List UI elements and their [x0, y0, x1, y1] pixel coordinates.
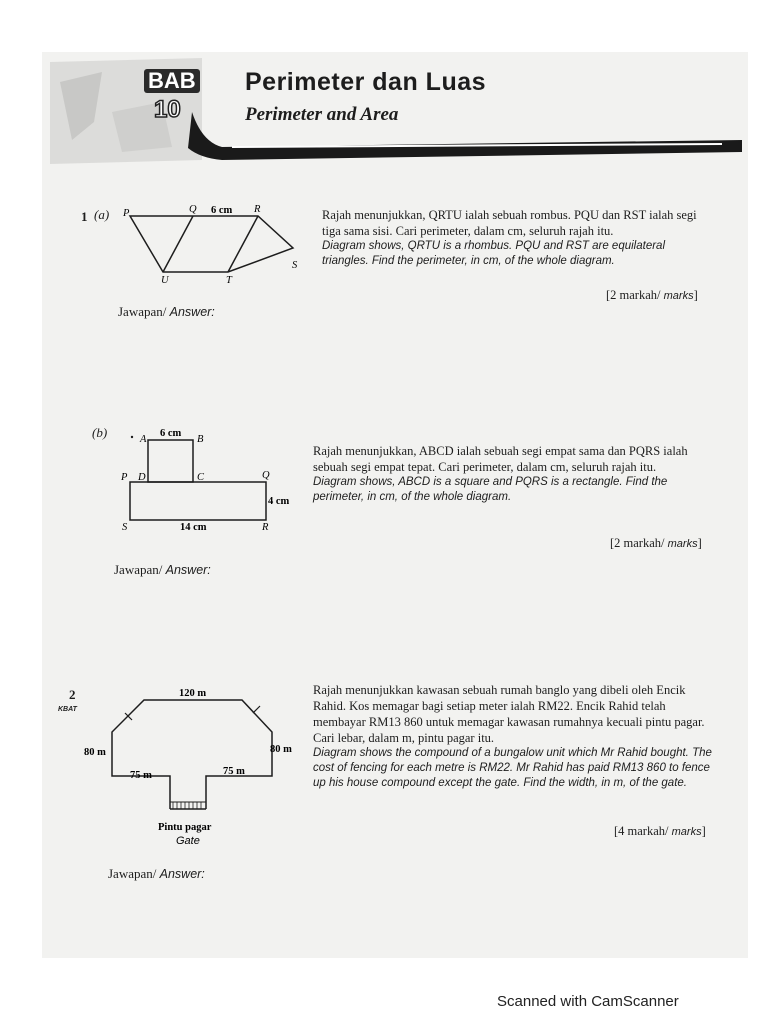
side-label-qr: 4 cm	[268, 496, 290, 507]
square-rectangle-diagram	[116, 424, 306, 536]
scanner-watermark: Scanned with CamScanner	[497, 993, 679, 1010]
point-r: R	[254, 204, 261, 215]
point-c: C	[197, 472, 205, 483]
side-label-left: 80 m	[84, 747, 106, 758]
question-1b-marks: [2 markah/ marks]	[610, 536, 702, 550]
side-label-bottom-right: 75 m	[223, 766, 245, 777]
point-a: A	[140, 434, 147, 445]
point-q: Q	[189, 204, 197, 215]
side-label-qr: 6 cm	[211, 205, 233, 216]
question-1b-text-ms: Rajah menunjukkan, ABCD ialah sebuah segi empat sama dan PQRS ialah sebuah segi empat tepat. Cari perimeter, dalam cm, seluruh rajah itu.	[313, 444, 688, 474]
gate-hatching	[173, 802, 201, 809]
side-label-right: 80 m	[270, 744, 292, 755]
question-1a-marks: [2 markah/ marks]	[606, 288, 698, 302]
question-2-answer-label: Jawapan/ Answer:	[108, 866, 205, 881]
question-2-marks: [4 markah/ marks]	[614, 824, 706, 838]
chapter-title-ms: Perimeter dan Luas	[245, 68, 487, 96]
question-1b-answer-label: Jawapan/ Answer:	[114, 562, 211, 577]
question-1b-text	[313, 443, 715, 505]
point-q: Q	[262, 470, 270, 481]
bungalow-compound-diagram	[82, 682, 302, 852]
question-2-text-en: Diagram shows the compound of a bungalow unit which Mr Rahid bought. The cost of fencing for each metre is RM22. Mr Rahid has paid RM13 860 to fence up his house compound except the gate. Find the width, in m, of the gate.	[313, 747, 712, 789]
question-number-2: 2	[69, 687, 76, 702]
point-b: B	[197, 434, 204, 445]
side-label-bottom-left: 75 m	[130, 770, 152, 781]
gate-label-ms: Pintu pagar	[158, 822, 212, 833]
question-part-b: (b)	[92, 425, 108, 440]
question-1a-text-ms: Rajah menunjukkan, QRTU ialah sebuah rombus. PQU dan RST ialah segi tiga sama sisi. Cari perimeter, dalam cm, seluruh rajah itu.	[322, 208, 697, 238]
question-1a-text-en: Diagram shows, QRTU is a rhombus. PQU and RST are equilateral triangles. Find the perimeter, in cm, of the whole diagram.	[322, 240, 666, 267]
bab-label: BAB	[144, 69, 200, 93]
point-t: T	[226, 275, 232, 286]
question-2-text	[313, 682, 719, 791]
kbat-tag: KBAT	[58, 706, 77, 713]
question-part-a: (a)	[94, 207, 110, 222]
point-d: D	[138, 472, 146, 483]
bab-number: 10	[154, 96, 181, 123]
question-1a-text	[322, 207, 714, 269]
side-label-top: 120 m	[179, 688, 207, 699]
point-s: S	[122, 522, 128, 533]
side-label-ab: 6 cm	[160, 428, 182, 439]
chapter-title-en: Perimeter and Area	[245, 104, 399, 125]
point-s: S	[292, 260, 298, 271]
question-1a-answer-label: Jawapan/ Answer:	[118, 304, 215, 319]
point-p: P	[121, 472, 128, 483]
gate-label-en: Gate	[176, 835, 200, 847]
question-1b-text-en: Diagram shows, ABCD is a square and PQRS is a rectangle. Find the perimeter, in cm, of the whole diagram.	[313, 476, 668, 503]
point-u: U	[161, 275, 169, 286]
point-p: P	[123, 208, 130, 219]
question-number-1: 1	[81, 209, 88, 224]
rhombus-triangles-diagram	[118, 198, 308, 288]
question-2-text-ms: Rajah menunjukkan kawasan sebuah rumah banglo yang dibeli oleh Encik Rahid. Kos memagar bagi setiap meter ialah RM22. Encik Rahid telah membayar RM13 860 untuk memagar kawasan rumahnya kecuali pintu pagar. Cari lebar, dalam m, pintu pagar itu.	[313, 683, 705, 745]
side-label-sr: 14 cm	[180, 522, 207, 533]
point-r: R	[262, 522, 269, 533]
